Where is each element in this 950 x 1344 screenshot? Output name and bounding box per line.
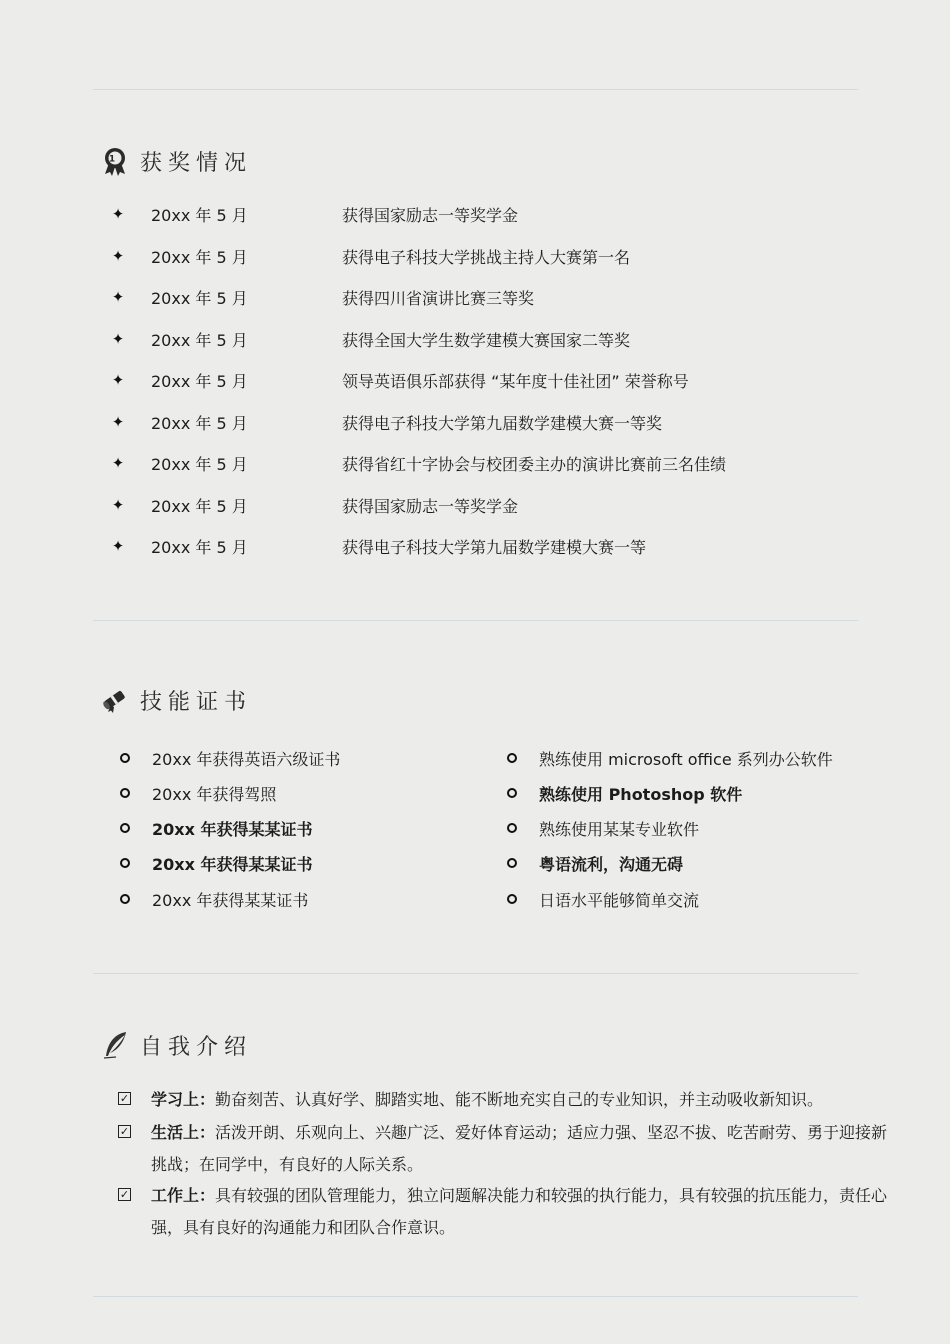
award-row	[110, 449, 727, 477]
four-point-star-icon: ✦	[111, 413, 125, 431]
award-row	[110, 242, 631, 270]
award-date: 20xx 年 5 月	[151, 288, 248, 308]
four-point-star-icon: ✦	[111, 205, 125, 223]
skill-item	[112, 745, 340, 771]
intro-body: 勤奋刻苦、认真好学、脚踏实地、能不断地充实自己的专业知识，并主动吸收新知识。	[215, 1090, 824, 1109]
skill-text: 熟练使用 Photoshop 软件	[539, 784, 743, 804]
intro-label: 生活上：	[151, 1123, 216, 1142]
intro-text	[151, 1117, 888, 1181]
bullet-circle-icon	[120, 788, 130, 798]
skill-item	[112, 815, 312, 841]
bullet-circle-icon	[507, 894, 517, 904]
skill-text: 熟练使用某某专业软件	[539, 819, 700, 839]
skill-item	[499, 745, 833, 771]
award-date: 20xx 年 5 月	[151, 454, 248, 474]
award-row	[110, 491, 519, 519]
four-point-star-icon: ✦	[111, 496, 125, 514]
intro-title: 自我介绍	[140, 1034, 253, 1060]
skill-item	[112, 780, 276, 806]
award-date: 20xx 年 5 月	[151, 413, 248, 433]
intro-item	[118, 1084, 888, 1116]
quill-pen-icon	[100, 1030, 130, 1060]
bullet-circle-icon	[507, 858, 517, 868]
award-row	[110, 325, 631, 353]
award-date: 20xx 年 5 月	[151, 247, 248, 267]
intro-text	[151, 1180, 888, 1244]
checkbox-checked-icon: ✓	[119, 1092, 130, 1105]
intro-body: 活泼开朗、乐观向上、兴趣广泛、爱好体育运动；适应力强、坚忍不拔、吃苦耐劳、勇于迎接新挑战；在同学中，有良好的人际关系。	[151, 1123, 888, 1174]
intro-text	[151, 1084, 888, 1116]
award-description: 获得全国大学生数学建模大赛国家二等奖	[342, 330, 631, 350]
awards-title: 获奖情况	[140, 150, 253, 176]
award-description: 获得电子科技大学第九届数学建模大赛一等奖	[342, 413, 663, 433]
divider-bottom	[93, 1296, 858, 1297]
skill-text: 20xx 年获得某某证书	[152, 854, 313, 874]
skill-item	[112, 850, 312, 876]
skill-text: 粤语流利，沟通无碍	[539, 854, 684, 874]
four-point-star-icon: ✦	[111, 371, 125, 389]
awards-section-title	[100, 144, 252, 178]
intro-label: 学习上：	[151, 1090, 216, 1109]
bullet-circle-icon	[120, 753, 130, 763]
intro-label: 工作上：	[151, 1186, 216, 1205]
bullet-circle-icon	[120, 858, 130, 868]
skill-item	[499, 886, 699, 912]
skill-text: 20xx 年获得英语六级证书	[152, 749, 341, 769]
bullet-circle-icon	[507, 823, 517, 833]
bullet-circle-icon	[507, 753, 517, 763]
skill-item	[499, 780, 742, 806]
bullet-circle-icon	[120, 823, 130, 833]
award-date: 20xx 年 5 月	[151, 205, 248, 225]
skill-item	[112, 886, 308, 912]
intro-body: 具有较强的团队管理能力，独立问题解决能力和较强的执行能力，具有较强的抗压能力，责任心强，具有良好的沟通能力和团队合作意识。	[151, 1186, 888, 1237]
skill-item	[499, 815, 699, 841]
award-description: 获得国家励志一等奖学金	[342, 496, 519, 516]
skill-text: 熟练使用 microsoft office 系列办公软件	[539, 749, 833, 769]
award-row	[110, 408, 663, 436]
bullet-circle-icon	[507, 788, 517, 798]
four-point-star-icon: ✦	[111, 288, 125, 306]
award-description: 领导英语俱乐部获得 “某年度十佳社团” 荣誉称号	[342, 371, 689, 391]
skills-title: 技能证书	[140, 689, 253, 715]
award-row	[110, 366, 689, 394]
svg-text:1: 1	[108, 154, 122, 165]
award-description: 获得四川省演讲比赛三等奖	[342, 288, 535, 308]
four-point-star-icon: ✦	[111, 247, 125, 265]
divider-awards-skills	[93, 620, 858, 621]
divider-top	[93, 89, 858, 90]
four-point-star-icon: ✦	[111, 330, 125, 348]
bullet-circle-icon	[120, 894, 130, 904]
skill-text: 20xx 年获得某某证书	[152, 819, 313, 839]
skill-item	[499, 850, 683, 876]
divider-skills-intro	[93, 973, 858, 974]
four-point-star-icon: ✦	[111, 454, 125, 472]
skills-section-title	[100, 683, 252, 717]
award-description: 获得省红十字协会与校团委主办的演讲比赛前三名佳绩	[342, 454, 727, 474]
award-row	[110, 200, 519, 228]
intro-section-title	[100, 1028, 252, 1062]
award-date: 20xx 年 5 月	[151, 371, 248, 391]
skill-text: 20xx 年获得某某证书	[152, 890, 309, 910]
award-description: 获得国家励志一等奖学金	[342, 205, 519, 225]
award-row	[110, 532, 647, 560]
award-row	[110, 283, 535, 311]
award-ribbon-icon	[100, 146, 130, 176]
award-description: 获得电子科技大学挑战主持人大赛第一名	[342, 247, 631, 267]
award-date: 20xx 年 5 月	[151, 537, 248, 557]
skill-text: 20xx 年获得驾照	[152, 784, 277, 804]
checkbox-checked-icon: ✓	[119, 1125, 130, 1138]
award-date: 20xx 年 5 月	[151, 330, 248, 350]
intro-item	[118, 1180, 888, 1244]
diploma-scroll-icon	[100, 685, 130, 715]
award-date: 20xx 年 5 月	[151, 496, 248, 516]
checkbox-checked-icon: ✓	[119, 1188, 130, 1201]
four-point-star-icon: ✦	[111, 537, 125, 555]
award-description: 获得电子科技大学第九届数学建模大赛一等	[342, 537, 647, 557]
skill-text: 日语水平能够简单交流	[539, 890, 700, 910]
intro-item	[118, 1117, 888, 1181]
